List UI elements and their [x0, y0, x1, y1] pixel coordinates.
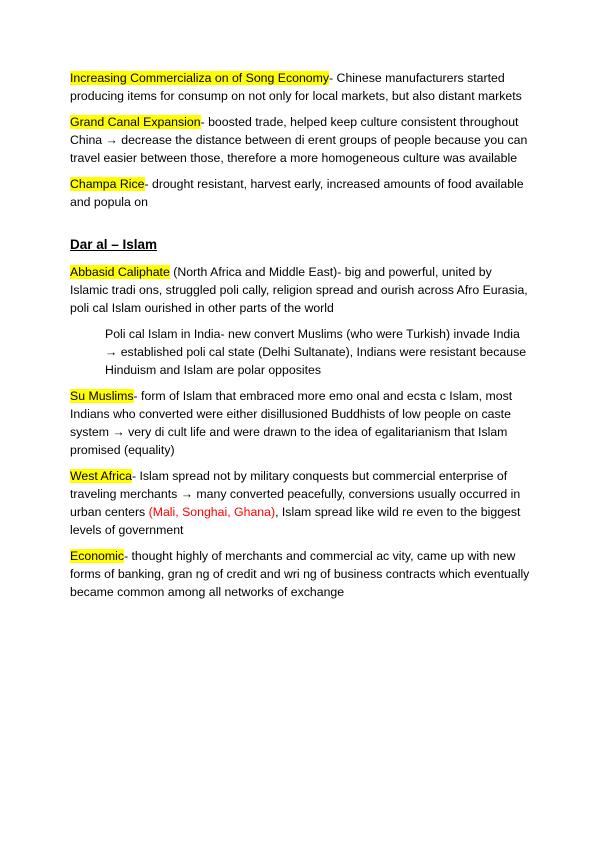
paragraph-text: - form of Islam that embraced more emo onal and ecsta c Islam, most Indians who converted were either disillusioned Buddhists of low people on caste system → very di cult life and were drawn to the idea of egalitarianism that Islam promised (equality)	[70, 389, 513, 457]
paragraph-champa-rice	[70, 175, 532, 211]
document-page	[70, 69, 532, 609]
paragraph-text: - Chinese manufacturers started producing items for consump on not only for local markets, but also distant markets	[70, 71, 522, 103]
paragraph-sufi	[70, 387, 532, 459]
red-text: (Mali, Songhai, Ghana)	[148, 505, 276, 519]
term-highlight: Economic	[70, 549, 124, 563]
paragraph-text: - Islam spread not by military conquests but commercial enterprise of traveling merchants → many converted peacefully, conversions usually occurred in urban centers	[70, 469, 521, 519]
paragraph-song-economy	[70, 69, 532, 105]
term-highlight: Champa Rice	[70, 177, 145, 191]
paragraph-text: - drought resistant, harvest early, increased amounts of food available and popula on	[70, 177, 524, 209]
paragraph-text: - thought highly of merchants and commercial ac vity, came up with new forms of banking, gran ng of credit and wri ng of business contracts which eventually became common among all networks of exchange	[70, 549, 530, 599]
paragraph-text: , Islam spread like wild re even to the biggest levels of government	[70, 505, 521, 537]
paragraph-economic	[70, 547, 532, 601]
paragraph-west-africa	[70, 467, 532, 539]
paragraph-text: (North Africa and Middle East)- big and powerful, united by Islamic tradi ons, struggled poli cally, religion spread and ourish across Afro Eurasia, poli cal Islam ourished in other parts of the world	[70, 265, 528, 315]
term-highlight: West Africa	[70, 469, 132, 483]
paragraph-grand-canal	[70, 113, 532, 167]
paragraph-islam-india: Poli cal Islam in India- new convert Muslims (who were Turkish) invade India → established poli cal state (Delhi Sultanate), Indians were resistant because Hinduism and Islam are polar opposites	[105, 327, 527, 377]
term-highlight: Grand Canal Expansion	[70, 115, 201, 129]
term-highlight: Abbasid Caliphate	[70, 265, 170, 279]
paragraph-text: - boosted trade, helped keep culture consistent throughout China → decrease the distance between di erent groups of people because you can travel easier between those, therefore a more homogeneous culture was available	[70, 115, 528, 165]
section-heading: Dar al – Islam	[70, 237, 158, 252]
term-highlight: Su Muslims	[70, 389, 134, 403]
paragraph-abbasid	[70, 263, 532, 317]
term-highlight: Increasing Commercializa on of Song Economy	[70, 71, 330, 85]
